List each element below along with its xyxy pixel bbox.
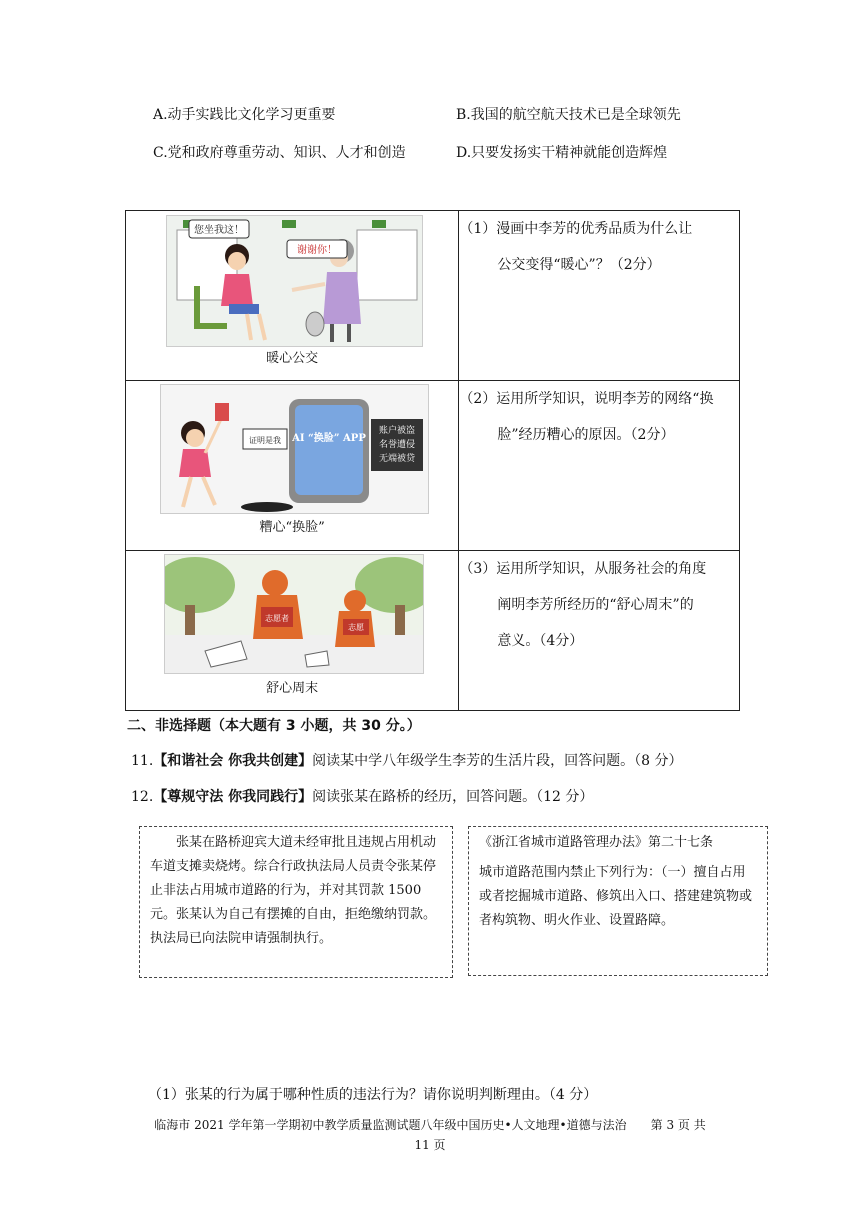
footer-line-2: 11 页 (414, 1138, 446, 1152)
caption-weekend: 舒心周末 (266, 681, 319, 696)
comic-cell-warm-bus (126, 211, 459, 381)
question-12 (131, 786, 593, 806)
question-11-number: 11. (131, 753, 154, 769)
question-3-line1: （3）运用所学知识，从服务社会的角度 (459, 561, 707, 577)
question-3-cell (459, 551, 740, 711)
bus-comic-illustration (166, 215, 423, 347)
regulation-box (468, 826, 768, 976)
question-12-tag: 【尊规守法 你我同践行】 (153, 789, 313, 805)
caption-face-swap: 糟心“换脸” (259, 520, 325, 535)
option-a: A.动手实践比文化学习更重要 (153, 107, 336, 123)
question-2-cell (459, 381, 740, 551)
option-d: D.只要发扬实干精神就能创造辉煌 (456, 145, 668, 161)
question-1-line2: 公交变得“暖心”？（2分） (497, 257, 661, 273)
option-c: C.党和政府尊重劳动、知识、人才和创造 (153, 145, 406, 161)
question-2-line2: 脸”经历糟心的原因。（2分） (497, 427, 675, 443)
footer-line-1: 临海市 2021 学年第一学期初中教学质量监测试题八年级中国历史•人文地理•道德与法治 第 3 页 共 (154, 1118, 706, 1132)
section-title: 二、非选择题（本大题有 3 小题，共 30 分。） (127, 718, 421, 734)
page-footer (120, 1115, 740, 1155)
warning-2: 名誉遭侵 (378, 440, 416, 450)
question-12-number: 12. (131, 789, 154, 805)
sub-question-1: （1）张某的行为属于哪种性质的违法行为？请你说明判断理由。（4 分） (148, 1087, 598, 1103)
vest-label-1: 志愿者 (265, 614, 289, 623)
regulation-title: 《浙江省城市道路管理办法》第二十七条 (479, 835, 714, 850)
warning-3: 无端被贷 (378, 454, 416, 464)
face-swap-comic-illustration (160, 384, 429, 514)
case-material-box (139, 826, 453, 978)
question-11-tag: 【和谐社会 你我共创建】 (153, 753, 313, 769)
comic-cell-face-swap (126, 381, 459, 551)
question-1-cell (459, 211, 740, 381)
proof-sign: 证明是我 (249, 436, 281, 445)
case-material-text: 张某在路桥迎宾大道未经审批且违规占用机动车道支摊卖烧烤。综合行政执法局人员责令张某停止非法占用城市道路的行为，并对其罚款 1500 元。张某认为自己有摆摊的自由，拒绝缴纳罚款。执法局已向法院申请强制执行。 (150, 835, 437, 946)
caption-warm-bus: 暖心公交 (266, 351, 319, 366)
app-label: AI “换脸” APP (292, 433, 366, 444)
weekend-comic-illustration (164, 554, 424, 674)
regulation-body: 城市道路范围内禁止下列行为：（一）擅自占用或者挖掘城市道路、修筑出入口、搭建建筑物或者构筑物、明火作业、设置路障。 (479, 865, 753, 928)
speech-bubble-2: 谢谢你！ (297, 245, 337, 256)
vest-label-2: 志愿 (348, 623, 364, 632)
question-3-line3: 意义。（4分） (497, 633, 584, 649)
warning-1: 账户被盗 (378, 426, 416, 436)
option-b: B.我国的航空航天技术已是全球领先 (456, 107, 681, 123)
material-table (125, 210, 740, 711)
question-2-line1: （2）运用所学知识，说明李芳的网络“换 (459, 391, 714, 407)
speech-bubble-1: 您坐我这！ (194, 225, 244, 236)
question-12-text: 阅读张某在路桥的经历，回答问题。（12 分） (312, 789, 594, 805)
comic-cell-weekend (126, 551, 459, 711)
question-1-line1: （1）漫画中李芳的优秀品质为什么让 (459, 221, 693, 237)
question-3-line2: 阐明李芳所经历的“舒心周末”的 (497, 597, 694, 613)
question-11-text: 阅读某中学八年级学生李芳的生活片段，回答问题。（8 分） (312, 753, 683, 769)
question-11 (131, 750, 683, 770)
